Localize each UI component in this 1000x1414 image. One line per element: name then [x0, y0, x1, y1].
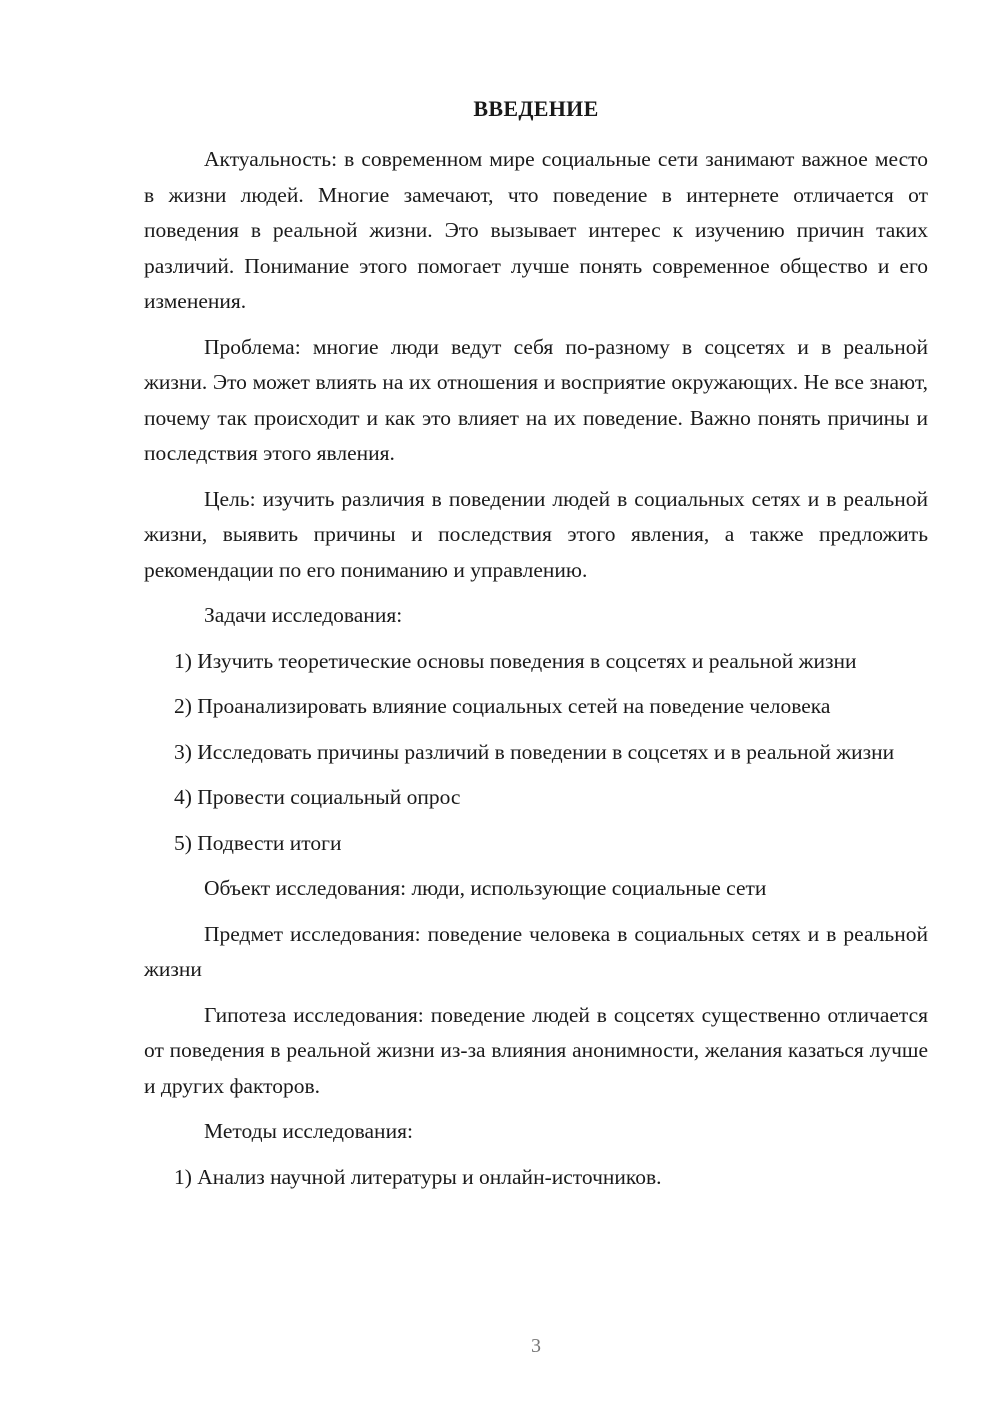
- goal-paragraph: Цель: изучить различия в поведении людей в социальных сетях и в реальной жизни, выявить причины и последствия этого явления, а также предложить рекомендации по его пониманию и управлению.: [144, 486, 928, 582]
- task-item: 5) Подвести итоги: [174, 830, 342, 855]
- hypothesis-paragraph: Гипотеза исследования: поведение людей в соцсетях существенно отличается от поведения в реальной жизни из-за влияния анонимности, желания казаться лучше и других факторов.: [144, 1002, 928, 1098]
- relevance-paragraph: Актуальность: в современном мире социальные сети занимают важное место в жизни людей. Многие замечают, что поведение в интернете отличается от поведения в реальной жизни. Это вызывает интерес к изучению причин таких различий. Понимание этого помогает лучше понять современное общество и его изменения.: [144, 147, 928, 313]
- document-body: [144, 142, 928, 1205]
- method-item: 1) Анализ научной литературы и онлайн-источников.: [174, 1164, 662, 1189]
- problem-paragraph: Проблема: многие люди ведут себя по-разному в соцсетях и в реальной жизни. Это может влиять на их отношения и восприятие окружающих. Не все знают, почему так происходит и как это влияет на их поведение. Важно понять причины и последствия этого явления.: [144, 334, 928, 465]
- task-item: 1) Изучить теоретические основы поведения в соцсетях и реальной жизни: [174, 648, 857, 673]
- subject-paragraph: Предмет исследования: поведение человека в социальных сетях и в реальной жизни: [144, 921, 928, 981]
- object-paragraph: Объект исследования: люди, использующие социальные сети: [204, 876, 767, 900]
- page-number: 3: [531, 1335, 541, 1357]
- task-item: 4) Провести социальный опрос: [174, 785, 461, 809]
- task-item: 2) Проанализировать влияние социальных сетей на поведение человека: [174, 694, 831, 718]
- tasks-title: Задачи исследования:: [204, 603, 403, 627]
- task-item: 3) Исследовать причины различий в поведении в соцсетях и в реальной жизни: [174, 739, 895, 764]
- section-heading: ВВЕДЕНИЕ: [473, 96, 599, 121]
- methods-title: Методы исследования:: [204, 1119, 413, 1143]
